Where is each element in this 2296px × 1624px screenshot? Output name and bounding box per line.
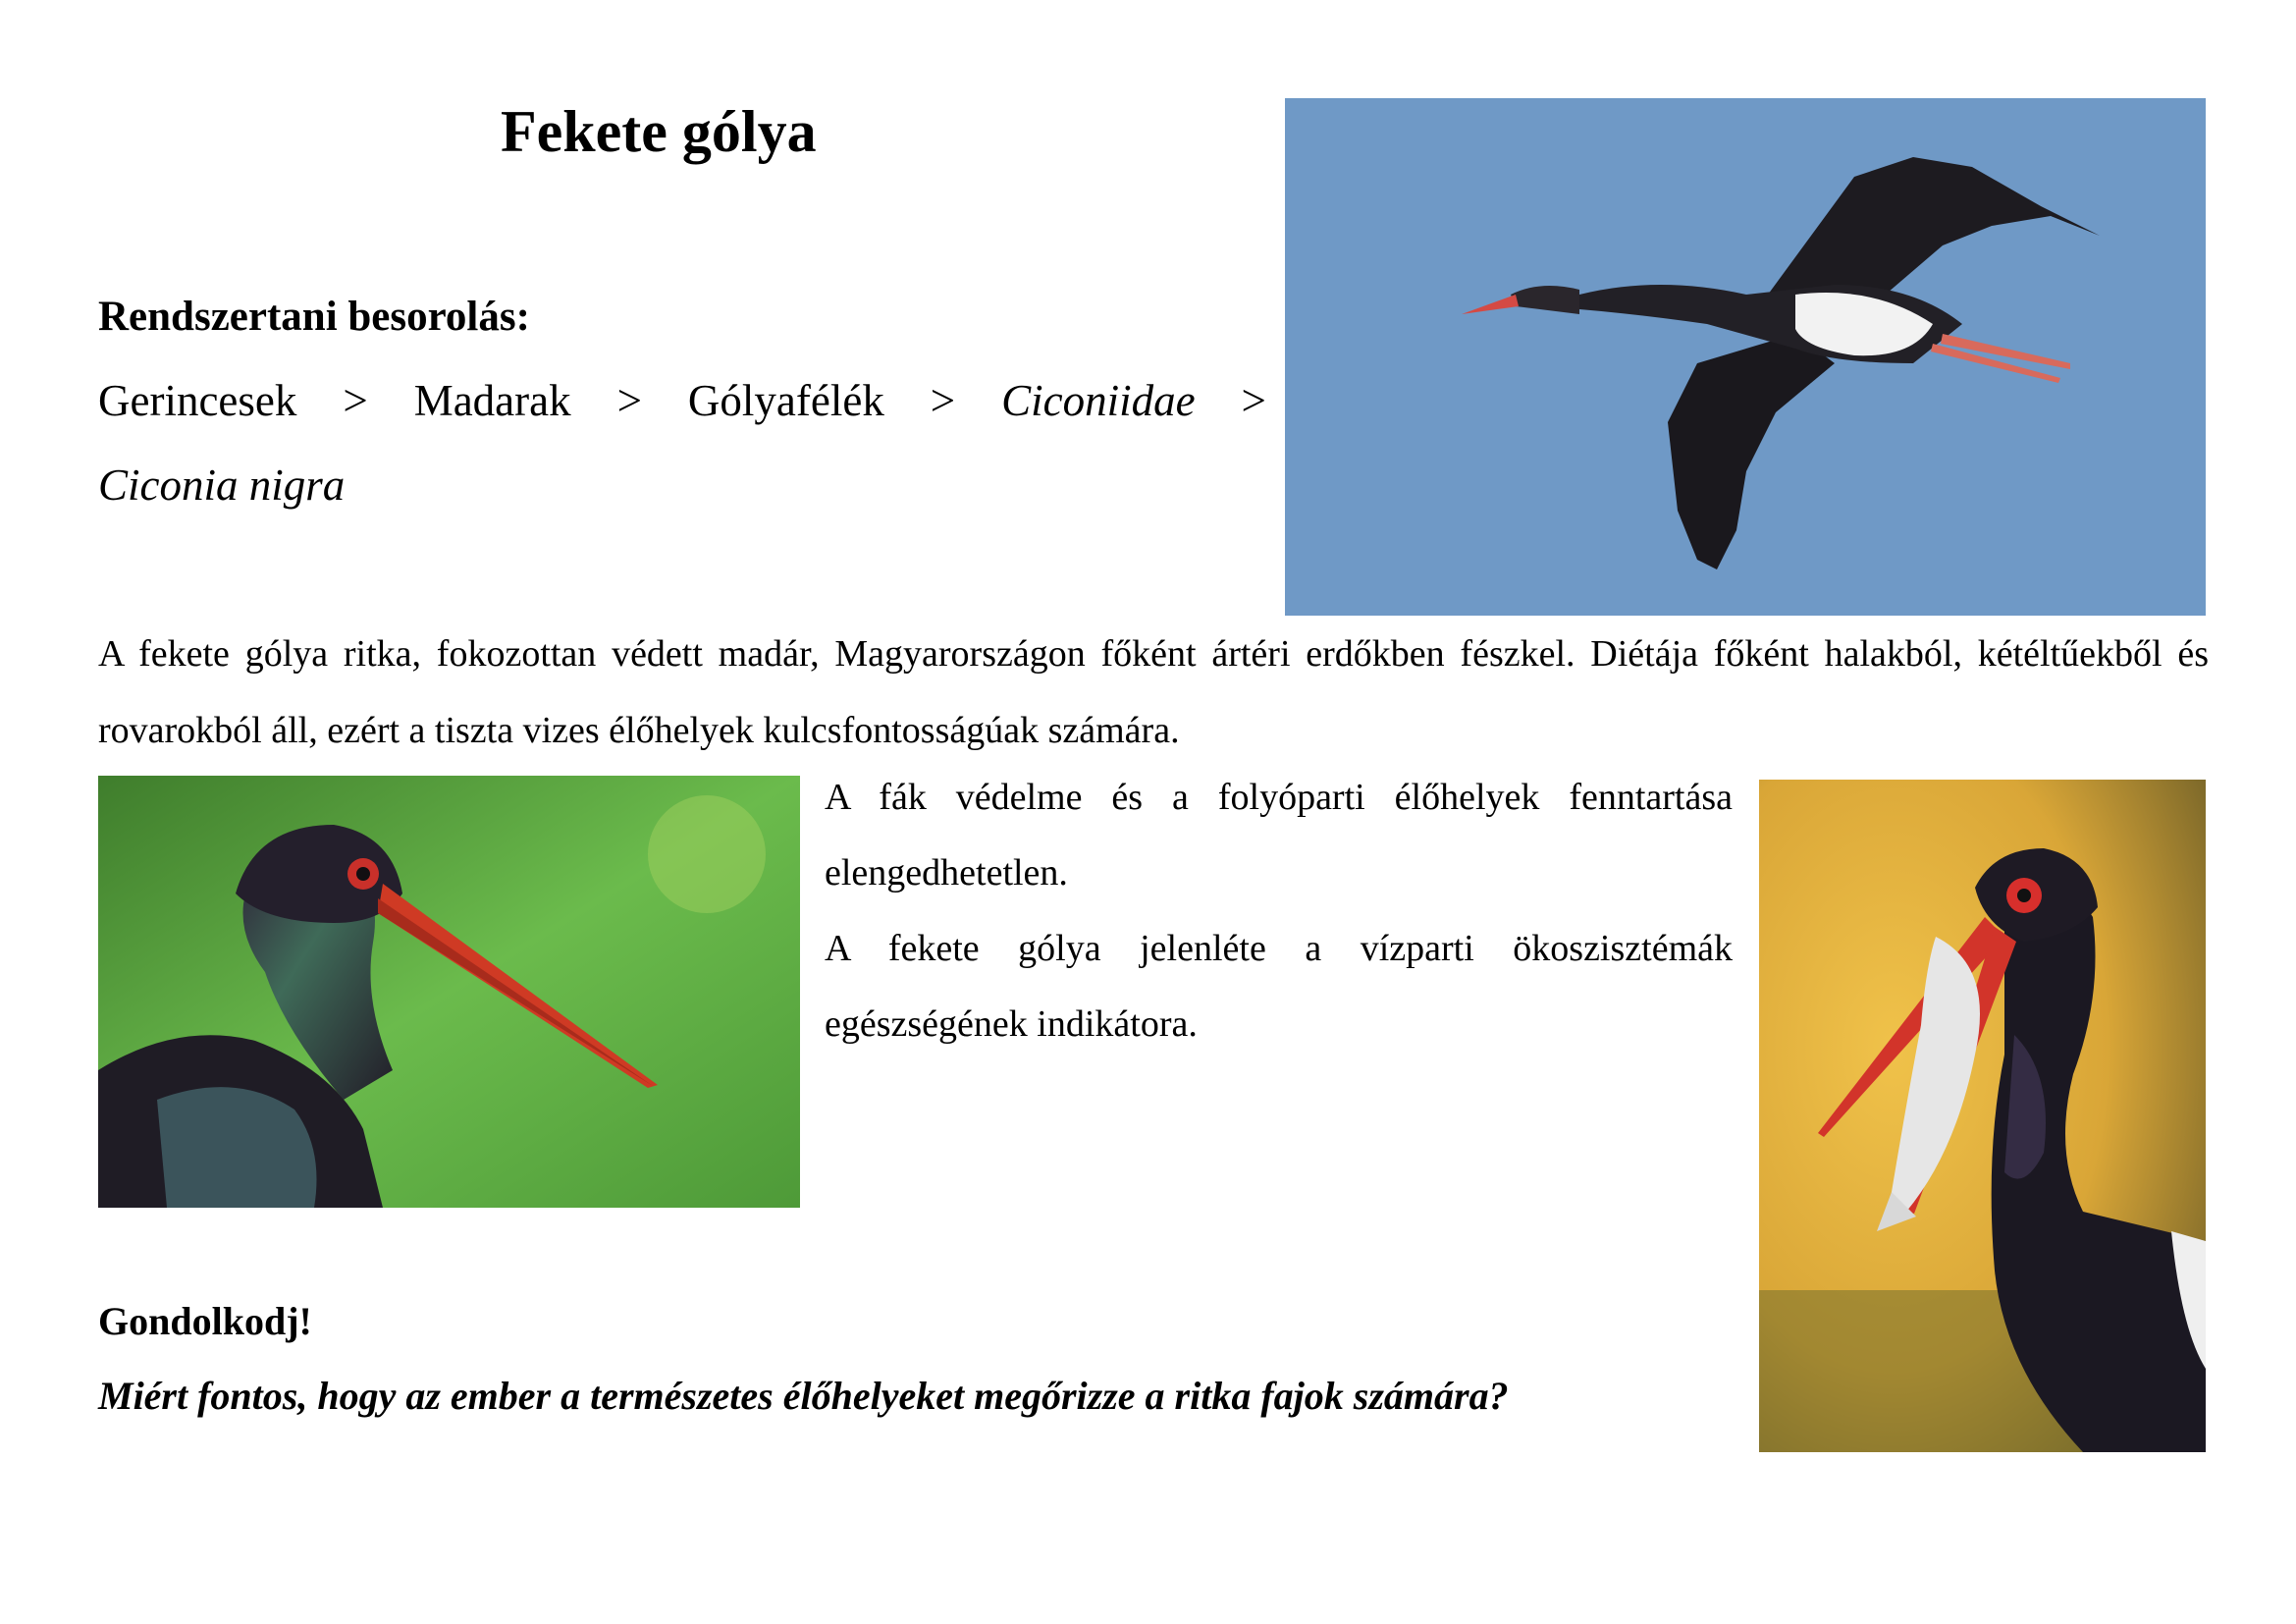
flying-stork-photo: [1285, 98, 2206, 616]
taxon-separator: >: [930, 376, 956, 425]
indicator-paragraph: A fekete gólya jelenléte a vízparti ökoszisztémák egészségének indikátora.: [825, 928, 1733, 1045]
taxon-class: Madarak: [413, 376, 571, 425]
side-paragraphs: [825, 760, 1733, 1062]
taxonomy-heading: Rendszertani besorolás:: [98, 294, 530, 340]
taxon-phylum: Gerincesek: [98, 376, 297, 425]
taxonomy-path: [98, 375, 1266, 426]
taxon-family-latin: Ciconiidae: [1001, 376, 1196, 425]
taxon-separator: >: [616, 376, 642, 425]
think-question: Miért fontos, hogy az ember a természetes élőhelyeket megőrizze a ritka fajok számára?: [98, 1374, 1509, 1418]
page-title: Fekete gólya: [501, 99, 817, 164]
stork-with-fish-photo: [1759, 780, 2206, 1452]
taxon-species: Ciconia nigra: [98, 460, 346, 510]
taxon-separator: >: [1241, 376, 1266, 425]
stork-portrait-photo: [98, 776, 800, 1208]
think-label: Gondolkodj!: [98, 1299, 312, 1343]
habitat-paragraph: A fák védelme és a folyóparti élőhelyek fenntartása elengedhetetlen.: [825, 777, 1733, 893]
taxon-separator: >: [343, 376, 368, 425]
intro-paragraph: A fekete gólya ritka, fokozottan védett madár, Magyarországon főként ártéri erdőkben fészkel. Diétája főként halakból, kétéltűekből és rovarokból áll, ezért a tiszta vizes élőhelyek kulcsfontosságúak számára.: [98, 633, 2209, 751]
taxon-family-common: Gólyafélék: [687, 376, 884, 425]
